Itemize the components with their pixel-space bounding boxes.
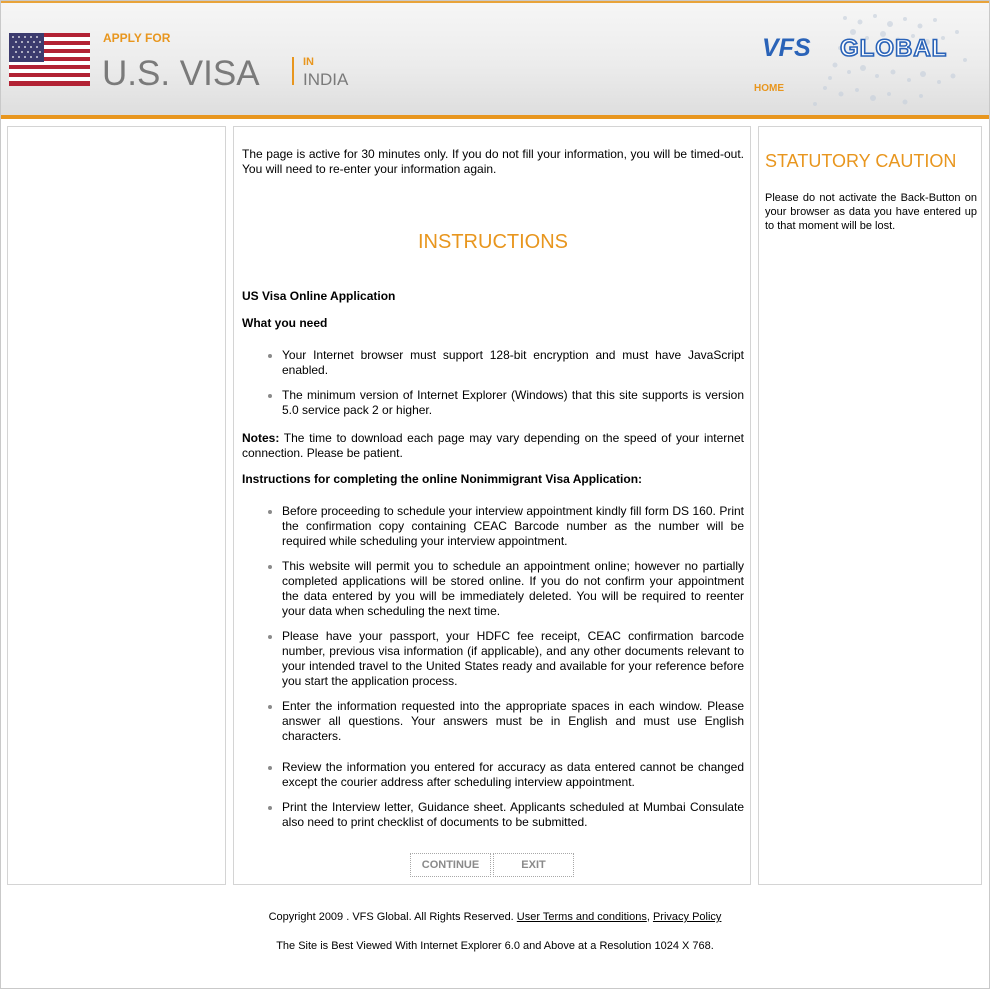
title-separator <box>292 57 294 85</box>
online-application-heading: US Visa Online Application <box>242 289 396 303</box>
main-content <box>242 147 744 840</box>
vfs-global-logo <box>762 34 977 60</box>
footer-comma: , <box>646 911 653 923</box>
caution-title: STATUTORY CAUTION <box>765 151 957 171</box>
timeout-notice: The page is active for 30 minutes only. If you do not fill your information, you will be timed-out. You will need to re-enter your information again. <box>242 147 744 176</box>
in-label: IN <box>303 56 314 68</box>
exit-button[interactable]: EXIT <box>493 853 574 877</box>
list-item: Review the information you entered for accuracy as data entered cannot be changed except the courier address after scheduling interview appointment. <box>282 760 744 789</box>
us-flag-icon <box>9 33 90 86</box>
apply-for-label: APPLY FOR <box>103 31 171 45</box>
notes-label: Notes: <box>242 431 280 445</box>
instructions-list <box>242 504 744 830</box>
statutory-caution-panel <box>758 126 982 885</box>
requirements-list <box>242 348 744 418</box>
list-item: Before proceeding to schedule your interview appointment kindly fill form DS 160. Print the confirmation copy containing CEAC Barcode number as the number will be required while scheduling your interview appointment. <box>282 504 744 548</box>
copyright-text: Copyright 2009 . VFS Global. All Rights Reserved. <box>268 911 517 923</box>
what-you-need-heading: What you need <box>242 316 328 330</box>
list-item: Your Internet browser must support 128-bit encryption and must have JavaScript enabled. <box>282 348 744 377</box>
list-item: This website will permit you to schedule an appointment online; however no partially completed applications will be stored online. If you do not confirm your appointment the data entered by you will be immediately deleted. You will be required to reenter your data when scheduling the next time. <box>282 559 744 618</box>
header-divider <box>1 115 989 119</box>
footer-best-viewed: The Site is Best Viewed With Internet Explorer 6.0 and Above at a Resolution 1024 X 768. <box>276 940 714 952</box>
footer-copyright <box>0 911 990 923</box>
main-panel <box>233 126 751 885</box>
notes-paragraph <box>242 431 744 461</box>
globe-dots-decoration <box>805 10 975 110</box>
home-link[interactable]: HOME <box>754 83 784 94</box>
list-item: Print the Interview letter, Guidance sheet. Applicants scheduled at Mumbai Consulate also need to print checklist of documents to be submitted. <box>282 800 744 829</box>
caution-text: Please do not activate the Back-Button on your browser as data you have entered up to that moment will be lost. <box>765 192 977 232</box>
instructions-heading: Instructions for completing the online Nonimmigrant Visa Application: <box>242 472 643 486</box>
svg-text:VFS: VFS <box>762 34 811 60</box>
instructions-title: INSTRUCTIONS <box>418 231 568 253</box>
list-item: Please have your passport, your HDFC fee receipt, CEAC confirmation barcode number, previous visa information (if applicable), and any other documents relevant to your intended travel to the United States ready and available for your reference before you start the application process. <box>282 629 744 688</box>
list-item: Enter the information requested into the appropriate spaces in each window. Please answer all questions. Your answers must be in English and must use English characters. <box>282 699 744 743</box>
continue-button[interactable]: CONTINUE <box>410 853 491 877</box>
notes-text: The time to download each page may vary depending on the speed of your internet connection. Please be patient. <box>242 431 744 460</box>
visa-title: U.S. VISA <box>102 54 260 93</box>
privacy-policy-link[interactable]: Privacy Policy <box>652 911 722 923</box>
country-label: INDIA <box>303 70 349 89</box>
terms-link[interactable]: User Terms and conditions <box>516 911 647 923</box>
svg-text:GLOBAL: GLOBAL <box>840 35 948 60</box>
left-panel <box>7 126 226 885</box>
list-item: The minimum version of Internet Explorer (Windows) that this site supports is version 5.0 service pack 2 or higher. <box>282 388 744 417</box>
